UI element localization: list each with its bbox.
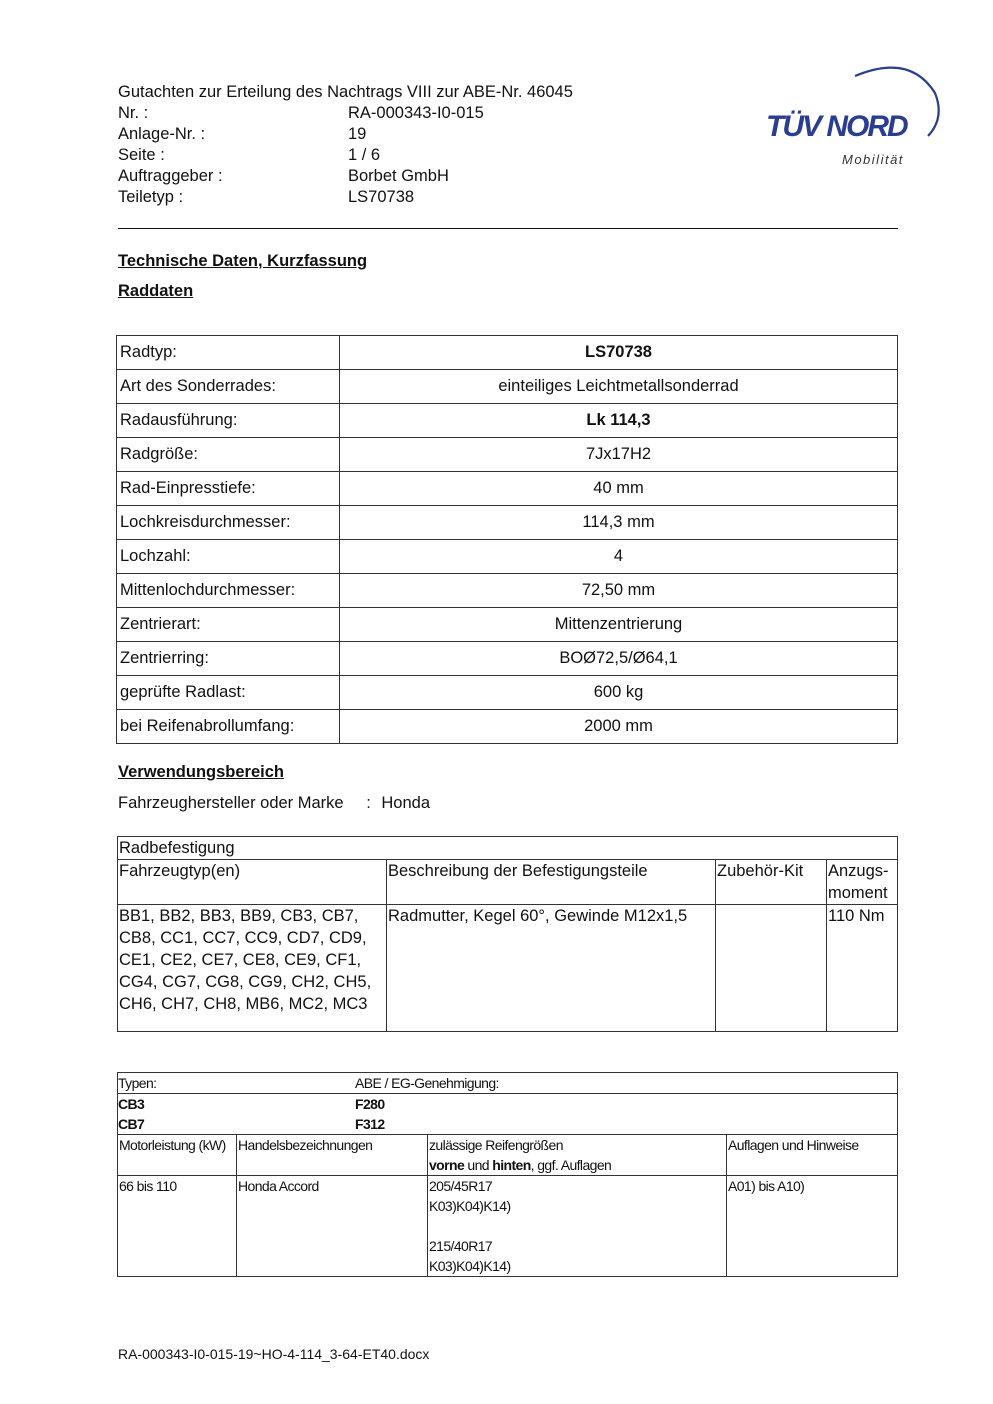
raddaten-label: bei Reifenabrollumfang:	[117, 710, 340, 744]
section-verwendungsbereich: Verwendungsbereich	[118, 763, 284, 781]
label-typen: Typen:	[118, 1075, 157, 1091]
section-subtitle-raddaten: Raddaten	[118, 282, 194, 300]
header-field-label: Nr. :	[118, 104, 149, 122]
raddaten-row	[117, 404, 898, 438]
typen-table	[117, 1072, 898, 1277]
header-field-row	[118, 124, 573, 145]
raddaten-row	[117, 438, 898, 472]
raddaten-row	[117, 574, 898, 608]
raddaten-label: Lochkreisdurchmesser:	[117, 506, 340, 540]
header-field-row	[118, 103, 573, 124]
header-reifen-rest: , ggf. Auflagen	[530, 1157, 612, 1173]
label-abe: ABE / EG-Genehmigung:	[355, 1075, 499, 1091]
header-beschreibung: Beschreibung der Befestigungsteile	[387, 860, 716, 905]
raddaten-label: Rad-Einpresstiefe:	[117, 472, 340, 506]
fahrzeughersteller-value: Honda	[381, 794, 431, 812]
logo-brand: TÜV NORD	[766, 110, 907, 143]
typen-entries-cell	[118, 1094, 898, 1135]
typen-entries	[118, 1094, 897, 1134]
cell-auflagen: A01) bis A10)	[727, 1176, 898, 1277]
header-field-value: 19	[348, 125, 367, 143]
typen-label-row	[118, 1073, 898, 1094]
logo-sub: Mobilität	[842, 152, 904, 167]
raddaten-label: Mittenlochdurchmesser:	[117, 574, 340, 608]
tire-list	[429, 1176, 725, 1276]
header-auflagen: Auflagen und Hinweise	[727, 1135, 898, 1176]
header-fahrzeugtyp: Fahrzeugtyp(en)	[118, 860, 387, 905]
header-field-label: Auftraggeber :	[118, 167, 223, 185]
typen-entry	[118, 1094, 897, 1114]
header-field-label: Anlage-Nr. :	[118, 125, 206, 143]
header-field-row	[118, 187, 573, 208]
header-anzugsmoment: Anzugs-moment	[827, 860, 898, 905]
raddaten-value: einteiliges Leichtmetallsonderrad	[340, 370, 898, 404]
tire-codes: K03)K04)K14)	[429, 1198, 511, 1214]
radbefestigung-header-row	[118, 860, 898, 905]
radbefestigung-title: Radbefestigung	[118, 837, 898, 860]
header-handelsbezeichnungen: Handelsbezeichnungen	[237, 1135, 428, 1176]
tire-entry	[429, 1176, 725, 1216]
fahrzeughersteller-label: Fahrzeughersteller oder Marke	[118, 794, 344, 812]
typen-entry-abe: F312	[355, 1116, 385, 1132]
raddaten-label: geprüfte Radlast:	[117, 676, 340, 710]
raddaten-value: 600 kg	[340, 676, 898, 710]
raddaten-row	[117, 642, 898, 676]
header-field-row	[118, 166, 573, 187]
header-field-row	[118, 145, 573, 166]
typen-entry-abe: F280	[355, 1096, 385, 1112]
raddaten-label: Zentrierart:	[117, 608, 340, 642]
tire-entry	[429, 1236, 725, 1276]
radbefestigung-table	[117, 836, 898, 1032]
raddaten-value: 4	[340, 540, 898, 574]
raddaten-value: 40 mm	[340, 472, 898, 506]
header-field-label: Teiletyp :	[118, 188, 184, 206]
raddaten-label: Radausführung:	[117, 404, 340, 438]
raddaten-label: Lochzahl:	[117, 540, 340, 574]
tire-size: 205/45R17	[429, 1178, 493, 1194]
raddaten-row	[117, 472, 898, 506]
raddaten-row	[117, 676, 898, 710]
document-title: Gutachten zur Erteilung des Nachtrags VIII zur ABE-Nr. 46045	[118, 83, 573, 101]
typen-entry-type: CB7	[118, 1116, 145, 1132]
tuev-nord-logo	[760, 58, 950, 173]
raddaten-value: BOØ72,5/Ø64,1	[340, 642, 898, 676]
header-motorleistung: Motorleistung (kW)	[118, 1135, 237, 1176]
section-title: Technische Daten, Kurzfassung	[118, 252, 368, 270]
tire-codes: K03)K04)K14)	[429, 1258, 511, 1274]
typen-label-cell	[118, 1073, 898, 1094]
radbefestigung-title-row	[118, 837, 898, 860]
cell-anzugsmoment: 110 Nm	[827, 905, 898, 1032]
raddaten-label: Radgröße:	[117, 438, 340, 472]
typen-entry	[118, 1114, 897, 1134]
header-field-label: Seite :	[118, 146, 165, 164]
document-header	[118, 82, 573, 208]
footer-filename: RA-000343-I0-015-19~HO-4-114_3-64-ET40.docx	[118, 1346, 430, 1362]
header-reifen-line1: zulässige Reifengrößen	[429, 1137, 563, 1153]
typen-data-row	[118, 1176, 898, 1277]
header-fields	[118, 103, 573, 208]
raddaten-row	[117, 608, 898, 642]
raddaten-label: Zentrierring:	[117, 642, 340, 676]
raddaten-row	[117, 710, 898, 744]
header-reifengroessen	[428, 1135, 727, 1176]
header-divider	[118, 228, 898, 229]
raddaten-value: 2000 mm	[340, 710, 898, 744]
raddaten-value: 114,3 mm	[340, 506, 898, 540]
header-field-value: LS70738	[348, 188, 415, 206]
raddaten-value: LS70738	[340, 336, 898, 370]
header-field-value: 1 / 6	[348, 146, 381, 164]
fahrzeughersteller-line	[118, 794, 430, 813]
header-reifen-hinten: hinten	[492, 1157, 531, 1173]
header-zubehoer-kit: Zubehör-Kit	[716, 860, 827, 905]
tuev-nord-logo-mark	[760, 58, 950, 173]
typen-entries-row	[118, 1094, 898, 1135]
header-reifen-vorne: vorne	[429, 1157, 465, 1173]
header-field-value: Borbet GmbH	[348, 167, 449, 185]
cell-beschreibung: Radmutter, Kegel 60°, Gewinde M12x1,5	[387, 905, 716, 1032]
raddaten-value: Lk 114,3	[340, 404, 898, 438]
cell-handelsbezeichnung: Honda Accord	[237, 1176, 428, 1277]
header-field-value: RA-000343-I0-015	[348, 104, 484, 122]
raddaten-value: 7Jx17H2	[340, 438, 898, 472]
cell-reifengroessen	[428, 1176, 727, 1277]
cell-fahrzeugtypen: BB1, BB2, BB3, BB9, CB3, CB7, CB8, CC1, CC7, CC9, CD7, CD9, CE1, CE2, CE7, CE8, CE9, CF1, CG4, CG7, CG8, CG9, CH2, CH5, CH6, CH7, CH8, MB6, MC2, MC3	[118, 905, 387, 1032]
typen-header-row	[118, 1135, 898, 1176]
radbefestigung-data-row	[118, 905, 898, 1032]
raddaten-label: Radtyp:	[117, 336, 340, 370]
raddaten-row	[117, 506, 898, 540]
raddaten-value: 72,50 mm	[340, 574, 898, 608]
raddaten-table	[116, 335, 898, 744]
typen-entry-type: CB3	[118, 1096, 145, 1112]
tire-size: 215/40R17	[429, 1238, 493, 1254]
header-reifen-line2	[429, 1155, 725, 1175]
raddaten-row	[117, 540, 898, 574]
cell-motorleistung: 66 bis 110	[118, 1176, 237, 1277]
fahrzeughersteller-separator: :	[366, 794, 371, 812]
cell-zubehoer-kit	[716, 905, 827, 1032]
raddaten-label: Art des Sonderrades:	[117, 370, 340, 404]
raddaten-row	[117, 370, 898, 404]
raddaten-value: Mittenzentrierung	[340, 608, 898, 642]
raddaten-row	[117, 336, 898, 370]
header-reifen-und: und	[464, 1157, 493, 1173]
typen-label-line	[118, 1073, 897, 1093]
